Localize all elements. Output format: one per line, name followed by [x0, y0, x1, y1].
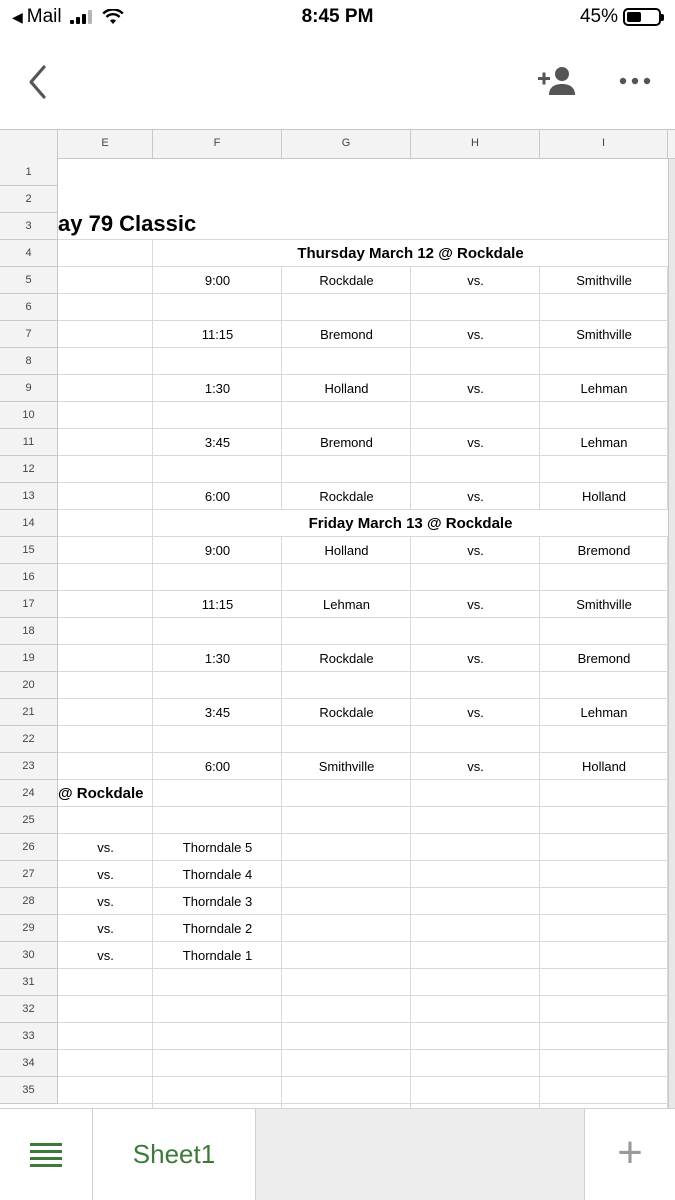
game-away-team[interactable]: Holland — [581, 759, 627, 774]
game-home-team[interactable]: Bremond — [320, 327, 373, 342]
game-away-team[interactable]: Lehman — [580, 435, 628, 450]
game-home-team[interactable]: Smithville — [318, 759, 375, 774]
seed-team[interactable]: Thorndale 4 — [182, 867, 253, 882]
sheets-list-icon — [30, 1143, 62, 1167]
row-header[interactable]: 33 — [0, 1023, 58, 1050]
row-header[interactable]: 13 — [0, 483, 58, 510]
row-header[interactable]: 9 — [0, 375, 58, 402]
column-header-g[interactable]: G — [282, 129, 411, 158]
game-vs[interactable]: vs. — [467, 273, 484, 288]
game-vs[interactable]: vs. — [467, 327, 484, 342]
seed-vs[interactable]: vs. — [97, 948, 114, 963]
row-header[interactable]: 18 — [0, 618, 58, 645]
game-time[interactable]: 11:15 — [201, 327, 234, 342]
day-header-partial: @ Rockdale — [58, 785, 144, 802]
game-home-team[interactable]: Rockdale — [319, 489, 374, 504]
game-home-team[interactable]: Rockdale — [319, 705, 374, 720]
row-header[interactable]: 29 — [0, 915, 58, 942]
game-time[interactable]: 1:30 — [204, 651, 231, 666]
seed-vs[interactable]: vs. — [97, 840, 114, 855]
game-vs[interactable]: vs. — [467, 543, 484, 558]
status-bar — [0, 0, 675, 36]
app-bar — [0, 36, 675, 128]
game-time[interactable]: 1:30 — [204, 381, 231, 396]
column-header-e[interactable]: E — [58, 129, 153, 158]
battery-fill — [627, 12, 641, 22]
row-header[interactable]: 27 — [0, 861, 58, 888]
game-away-team[interactable]: Bremond — [577, 651, 631, 666]
row-header[interactable]: 22 — [0, 726, 58, 753]
game-away-team[interactable]: Smithville — [576, 597, 632, 612]
game-home-team[interactable]: Holland — [324, 543, 369, 558]
add-sheet-label: + — [617, 1128, 643, 1177]
game-away-team[interactable]: Smithville — [576, 273, 632, 288]
seed-vs[interactable]: vs. — [97, 894, 114, 909]
game-vs[interactable]: vs. — [467, 651, 484, 666]
row-header[interactable]: 4 — [0, 240, 58, 267]
row-header[interactable]: 12 — [0, 456, 58, 483]
game-vs[interactable]: vs. — [467, 381, 484, 396]
row-header[interactable]: 19 — [0, 645, 58, 672]
game-home-team[interactable]: Holland — [324, 381, 369, 396]
clock: 8:45 PM — [301, 6, 374, 27]
select-all-corner[interactable] — [0, 130, 58, 159]
game-time[interactable]: 6:00 — [204, 759, 231, 774]
add-sheet-button[interactable] — [584, 1109, 675, 1200]
column-header-f[interactable]: F — [153, 129, 282, 158]
grid-right-edge — [668, 159, 675, 1109]
game-time[interactable]: 11:15 — [201, 597, 234, 612]
grid-hline — [58, 1022, 668, 1023]
sheet-tab-bar — [0, 1108, 675, 1200]
game-away-team[interactable]: Holland — [581, 489, 627, 504]
row-header[interactable]: 3 — [0, 213, 58, 240]
game-time[interactable]: 3:45 — [204, 435, 231, 450]
seed-vs[interactable]: vs. — [97, 867, 114, 882]
grid-hline — [58, 1049, 668, 1050]
row-header[interactable]: 34 — [0, 1050, 58, 1077]
game-home-team[interactable]: Lehman — [323, 597, 370, 612]
grid-hline — [58, 995, 668, 996]
game-home-team[interactable]: Rockdale — [319, 273, 374, 288]
row-header[interactable]: 2 — [0, 186, 58, 213]
column-header-i[interactable]: I — [540, 129, 668, 158]
game-time[interactable]: 6:00 — [204, 489, 231, 504]
row-header[interactable]: 5 — [0, 267, 58, 294]
seed-team[interactable]: Thorndale 3 — [182, 894, 253, 909]
row-header[interactable]: 20 — [0, 672, 58, 699]
game-away-team[interactable]: Smithville — [576, 327, 632, 342]
spreadsheet-grid[interactable] — [0, 129, 675, 1109]
grid-vline — [410, 159, 411, 1109]
game-vs[interactable]: vs. — [467, 489, 484, 504]
game-time[interactable]: 9:00 — [204, 273, 231, 288]
row-header[interactable]: 24 — [0, 780, 58, 807]
row-header[interactable]: 28 — [0, 888, 58, 915]
day-header-thursday: Thursday March 12 @ Rockdale — [153, 240, 668, 266]
back-to-app-icon[interactable]: ◀ — [12, 8, 23, 25]
day-header-friday: Friday March 13 @ Rockdale — [153, 510, 668, 536]
game-away-team[interactable]: Bremond — [577, 543, 631, 558]
row-header[interactable]: 30 — [0, 942, 58, 969]
chevron-left-icon[interactable] — [22, 62, 56, 102]
game-vs[interactable]: vs. — [467, 759, 484, 774]
sheets-list-button[interactable] — [0, 1109, 92, 1200]
game-time[interactable]: 9:00 — [204, 543, 231, 558]
grid-hline — [58, 806, 668, 807]
sheet-tab-label: Sheet1 — [132, 1139, 216, 1169]
row-header[interactable]: 25 — [0, 807, 58, 834]
row-header[interactable]: 23 — [0, 753, 58, 780]
game-home-team[interactable]: Rockdale — [319, 651, 374, 666]
row-header[interactable]: 32 — [0, 996, 58, 1023]
sheet-tab-active[interactable] — [92, 1109, 256, 1200]
row-header[interactable]: 35 — [0, 1077, 58, 1104]
game-vs[interactable]: vs. — [467, 435, 484, 450]
row-header[interactable]: 8 — [0, 348, 58, 375]
row-header[interactable]: 26 — [0, 834, 58, 861]
row-header[interactable]: 7 — [0, 321, 58, 348]
row-header[interactable]: 21 — [0, 699, 58, 726]
grid-hline — [58, 1103, 668, 1104]
status-right — [580, 6, 661, 28]
row-header[interactable]: 11 — [0, 429, 58, 456]
grid-vline — [667, 159, 668, 1109]
more-horizontal-icon[interactable] — [618, 72, 652, 90]
seed-vs[interactable]: vs. — [97, 921, 114, 936]
back-app-label[interactable]: Mail — [26, 6, 62, 27]
row-header[interactable]: 31 — [0, 969, 58, 996]
battery-icon — [623, 8, 661, 26]
game-vs[interactable]: vs. — [467, 597, 484, 612]
row-header[interactable]: 10 — [0, 402, 58, 429]
game-time[interactable]: 3:45 — [204, 705, 231, 720]
seed-team[interactable]: Thorndale 1 — [182, 948, 253, 963]
row-header[interactable]: 15 — [0, 537, 58, 564]
game-home-team[interactable]: Bremond — [320, 435, 373, 450]
game-away-team[interactable]: Lehman — [580, 381, 628, 396]
row-header[interactable]: 6 — [0, 294, 58, 321]
row-header[interactable]: 17 — [0, 591, 58, 618]
game-vs[interactable]: vs. — [467, 705, 484, 720]
sheet-title: ay 79 Classic — [58, 211, 197, 236]
row-header[interactable]: 1 — [0, 159, 58, 186]
seed-team[interactable]: Thorndale 2 — [182, 921, 253, 936]
grid-vline — [539, 159, 540, 1109]
row-header[interactable]: 14 — [0, 510, 58, 537]
add-person-icon[interactable] — [536, 64, 578, 98]
column-header-h[interactable]: H — [411, 129, 540, 158]
battery-percent: 45% — [579, 6, 618, 27]
row-header[interactable]: 16 — [0, 564, 58, 591]
game-away-team[interactable]: Lehman — [580, 705, 628, 720]
seed-team[interactable]: Thorndale 5 — [182, 840, 253, 855]
grid-hline — [58, 1076, 668, 1077]
